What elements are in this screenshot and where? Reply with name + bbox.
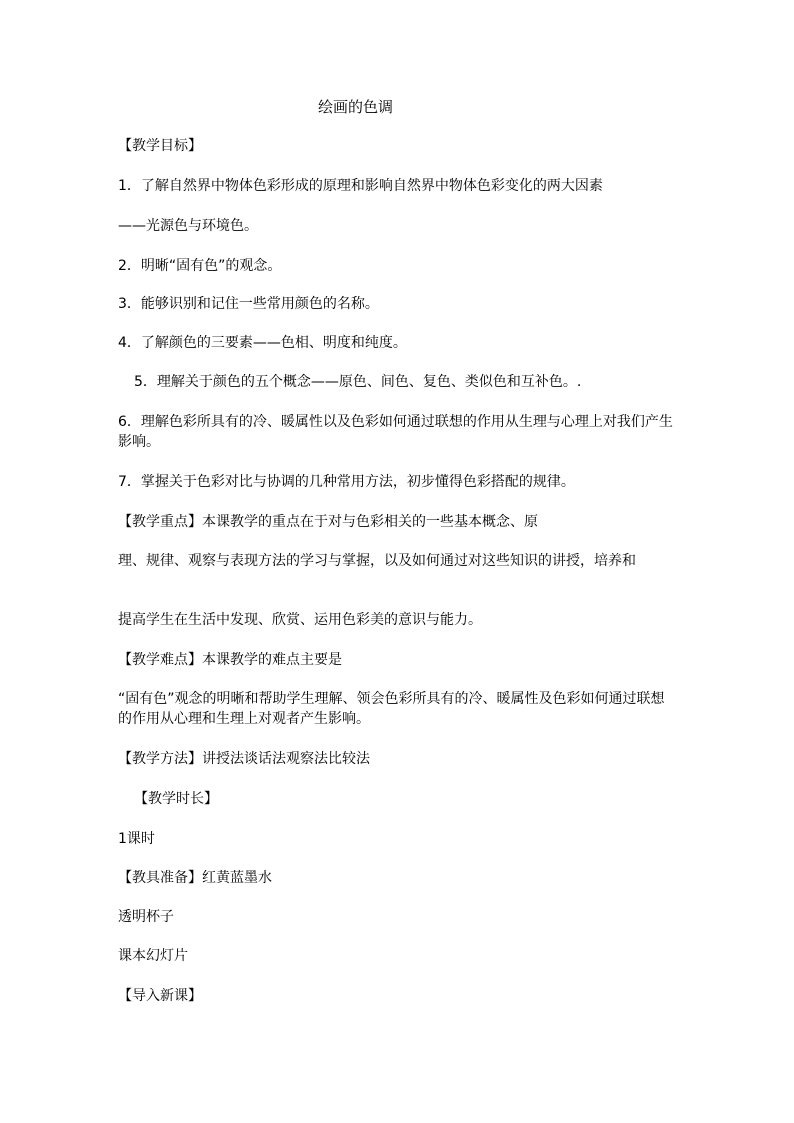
document-title: 绘画的色调 (318, 98, 394, 116)
teaching-duration: 1课时 (118, 831, 155, 847)
objective-3: 3．能够识别和记住一些常用颜色的名称。 (118, 296, 379, 312)
new-lesson-heading: 【导入新课】 (118, 988, 202, 1004)
teaching-methods: 【教学方法】讲授法谈话法观察法比较法 (118, 751, 370, 767)
difficulty-heading: 【教学难点】本课教学的难点主要是 (118, 652, 342, 668)
objective-1-continued: ——光源色与环境色。 (118, 218, 258, 234)
objective-6: 6．理解色彩所具有的冷、暖属性以及色彩如何通过联想的作用从生理与心理上对我们产生影响。 (118, 414, 673, 450)
key-points-heading: 【教学重点】本课教学的重点在于对与色彩相关的一些基本概念、原 (118, 514, 538, 530)
teaching-aid-slides: 课本幻灯片 (118, 948, 188, 964)
key-points-end: 提高学生在生活中发现、欣赏、运用色彩美的意识与能力。 (118, 612, 482, 628)
difficulty-content: “固有色”观念的明晰和帮助学生理解、领会色彩所具有的冷、暖属性及色彩如何通过联想的作用从心理和生理上对观者产生影响。 (118, 691, 665, 727)
objective-7: 7．掌握关于色彩对比与协调的几种常用方法，初步懂得色彩搭配的规律。 (118, 474, 575, 490)
teaching-aids-heading: 【教具准备】红黄蓝墨水 (118, 870, 272, 886)
objective-1: 1．了解自然界中物体色彩形成的原理和影响自然界中物体色彩变化的两大因素 (118, 178, 603, 194)
teaching-duration-heading: 【教学时长】 (134, 791, 218, 807)
section-heading-objectives: 【教学目标】 (118, 138, 202, 154)
key-points-continued: 理、规律、观察与表现方法的学习与掌握，以及如何通过对这些知识的讲授，培养和 (118, 553, 636, 569)
teaching-aid-cup: 透明杯子 (118, 909, 174, 925)
objective-2: 2．明晰“固有色”的观念。 (118, 258, 282, 274)
objective-4: 4．了解颜色的三要素——色相、明度和纯度。 (118, 335, 407, 351)
objective-5: 5．理解关于颜色的五个概念——原色、间色、复色、类似色和互补色。. (134, 374, 582, 390)
